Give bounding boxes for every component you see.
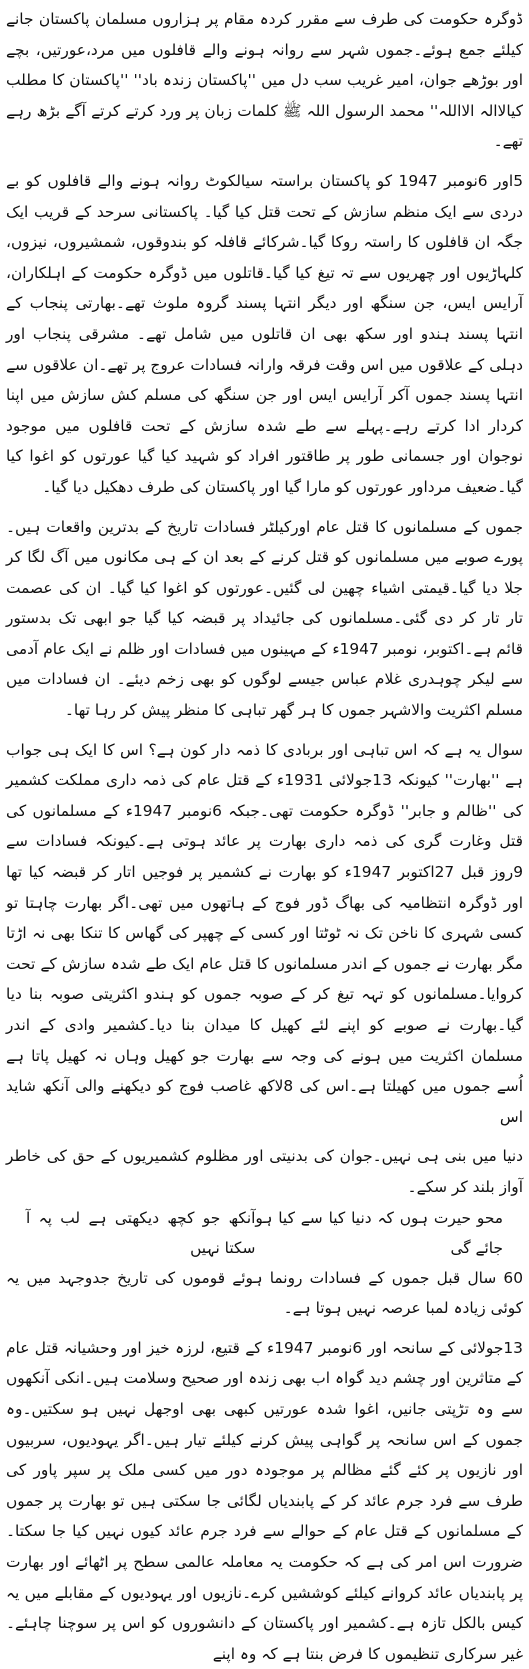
paragraph-sixty-years: 60 سال قبل جموں کے فسادات رونما ہوئے قوموں کی تاریخ جدوجہد میں یہ کوئی زیادہ لمبا عرصہ نہیں ہوتا ہے۔ <box>6 1268 523 1318</box>
verse-couplet <box>6 1203 523 1263</box>
paragraph-caravan-departure: ڈوگرہ حکومت کی طرف سے مقرر کردہ مقام پر ہزاروں مسلمان پاکستان جانے کیلئے جمع ہوئے۔جموں شہر سے روانہ ہونے والے قافلوں میں مرد،عورتیں، بچے اور بوڑھے جوان، امیر غریب سب دل میں ''پاکستان زندہ باد'' ''پاکستان کا مطلب کیالاالہ الااللہ'' محمد الرسول اللہ ﷺ کلمات زبان پر ورد کرتے کرتے آگے بڑھ رہے تھے۔ <box>6 10 523 151</box>
paragraph-witnesses: 13جولائی کے سانحہ اور 6نومبر 1947ء کے قتیع، لرزہ خیز اور وحشیانہ قتل عام کے متاثرین اور چشم دید گواہ اب بھی زندہ اور صحیح وسلامت ہیں۔انکی آنکھوں سے وہ تڑپتی جانیں، اغوا شدہ عورتیں کبھی بھی اوجھل نہیں ہو سکتیں۔وہ جموں کے اس سانحہ پر گواہی پیش کرنے کیلئے تیار ہیں۔اگر یہودیوں، سربیوں اور نازیوں پر کئے گئے مظالم پر موجودہ دور میں کسی ملک پر سپر پاور کی طرف سے فرد جرم عائد کر کے پابندیاں لگائی جا سکتی ہیں تو بھارت پر جموں کے مسلمانوں کے قتل عام کے حوالے سے فرد جرم عائد کیوں نہیں کیا جا سکتا۔ضرورت اس امر کی ہے کہ حکومت یہ معاملہ عالمی سطح پر اٹھائے اور بھارت پر پابندیاں عائد کروانے کیلئے کوششیں کرے۔نازیوں اور یہودیوں کے مقابلے میں یہ کیس بالکل تازہ ہے۔کشمیر اور پاکستان کے دانشوروں کو اس پر سوچنا چاہئے۔غیر سرکاری تنظیموں کا فرض بنتا ہے کہ وہ اپنے <box>6 1338 523 1663</box>
paragraph-november-massacre: 5اور 6نومبر 1947 کو پاکستان براستہ سیالکوٹ روانہ ہونے والے قافلوں کو بے دردی سے ایک منظم سازش کے تحت قتل کیا گیا۔ پاکستانی سرحد کے قریب ایک جگہ ان قافلوں کا راستہ روکا گیا۔شرکائے قافلہ کو بندوقوں، شمشیروں، نیزوں، کلہاڑیوں اور چھریوں سے تہ تیغ کیا گیا۔قاتلوں میں ڈوگرہ حکومت کے اہلکاران، آرایس ایس، جن سنگھ اور دیگر انتہا پسند گروہ ملوث تھے۔بھارتی پنجاب کے انتہا پسند ہندو اور سکھ بھی ان قاتلوں میں شامل تھے۔ مشرقی پنجاب اور دہلی کے علاقوں میں اس وقت فرقہ وارانہ فسادات عروج پر تھے۔ان علاقوں سے انتہا پسند جموں آکر آرایس ایس اور جن سنگھ کی مسلم کش سازش میں اپنا کردار ادا کرتے رہے۔پہلے سے طے شدہ سازش کے تحت قافلوں میں موجود نوجوان اور جسمانی طور پر طاقتور افراد کو شہید کیا گیا عورتوں کو اغوا کیا گیا۔ضعیف مرداور عورتوں کو مارا گیا اور پاکستان کی طرف دھکیل دیا گیا۔ <box>6 171 523 496</box>
verse-line-left: آنکھ جو کچھ دیکھتی ہے لب پہ آ سکتا نہیں <box>26 1208 256 1257</box>
paragraph-responsibility: سوال یہ ہے کہ اس تباہی اور بربادی کا ذمہ دار کون ہے؟ اس کا ایک ہی جواب ہے ''بھارت'' کیونکہ 13جولائی 1931ء کے قتل عام کی ذمہ داری مملکت کشمیر کی ''ظالم و جابر'' ڈوگرہ حکومت تھی۔جبکہ 6نومبر 1947ء کے مسلمانوں کی قتل وغارت گری کی ذمہ داری بھارت پر عائد ہوتی ہے۔کیونکہ فسادات سے 9روز قبل 27اکتوبر 1947ء کو بھارت نے کشمیر پر فوجیں اتار کر قبضہ کیا تھا اور ڈوگرہ انتظامیہ کی بھاگ ڈور فوج کے ہاتھوں میں تھی۔اگر بھارت چاہتا تو کسی شہری کا ناخن تک نہ ٹوٹتا اور کسی کے چھپر کی گھاس کا تنکا بھی نہ اڑتا مگر بھارت نے جموں کے اندر مسلمانوں کا قتل عام ایک طے شدہ سازش کے تحت کروایا۔مسلمانوں کو تہہ تیغ کر کے صوبہ جموں کو ہندو اکثریتی صوبہ بنا دیا گیا۔بھارت نے صوبے کو اپنے لئے کھیل کا میدان بنا دیا۔کشمیر وادی کے اندر مسلمان اکثریت میں ہونے کی وجہ سے بھارت جو کھیل وہاں نہ کھیل پاتا ہے اُسے جموں میں کھیلتا ہے۔اس کی 8لاکھ غاصب فوج کو دیکھنے والی آنکھ شاید اس <box>6 740 524 1126</box>
paragraph-world-eye: دنیا میں بنی ہی نہیں۔جوان کی بدنیتی اور مظلوم کشمیریوں کے حق کی خاطر آواز بلند کر سکے۔ <box>6 1147 523 1196</box>
verse-line-right: محو حیرت ہوں کہ دنیا کیا سے کیا ہو جائے گی <box>255 1208 503 1257</box>
paragraph-jammu-killings: جموں کے مسلمانوں کا قتل عام اورکیلٹر فسادات تاریخ کے بدترین واقعات ہیں۔پورے صوبے میں مسلمانوں کو قتل کرنے کے بعد ان کے ہی مکانوں میں آگ لگا کر جلا دیا گیا۔قیمتی اشیاء چھین لی گئیں۔عورتوں کو اغوا کیا گیا۔ ان کی عصمت تار تار کر دی گئی۔مسلمانوں کی جائیداد پر قبضہ کیا گیا جو ابھی تک بدستور قائم ہے۔اکتوبر، نومبر 1947ء کے مہینوں میں فسادات اور ظلم نے ایک عام آدمی سے لیکر چوہدری غلام عباس جیسے لوگوں کو بھی زخم دیئے۔ ان فسادات میں مسلم اکثریت والاشہر جموں کا ہر گھر تباہی کا منظر پیش کر رہا تھا۔ <box>6 517 523 720</box>
